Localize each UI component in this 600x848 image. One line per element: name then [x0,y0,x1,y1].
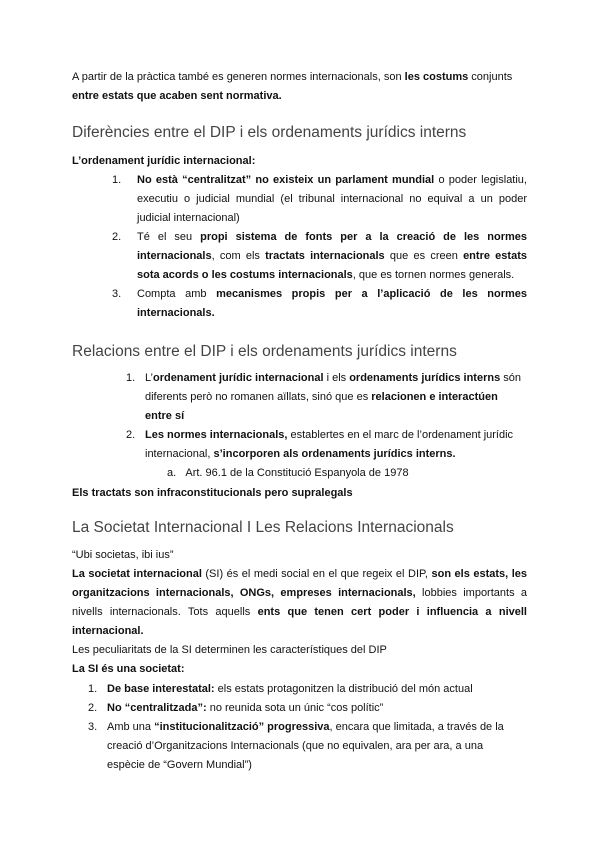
item-text: , que es tornen normes generals. [352,269,515,281]
item-text: no reunida sota un únic “cos polític” [206,702,384,714]
item-bold: relacionen e interactúen entre sí [145,391,498,422]
item-text: són diferents però no romanen aïllats, sinó que es [145,372,521,403]
intro-text-2: conjunts [468,71,513,83]
intro-paragraph [72,68,527,106]
sub-list-text: Art. 96.1 de la Constitució Espanyola de 1978 [185,467,409,479]
item-text: o poder legislatiu, executiu o judicial mundial (el tribunal internacional no equival a un poder judicial internacional) [137,174,527,224]
item-text: que es creen [384,250,464,262]
list-number: 3. [88,721,98,733]
para-bold: ents que tenen cert poder i influencia a nivell internacional. [72,606,527,637]
sub-list-item [167,464,409,483]
item-text: establertes en el marc de l’ordenament jurídic internacional, [145,429,514,460]
item-text: , encara que limitada, a través de la creació d’Organitzacions Internacionals (que no equivalen, ara per ara, a una espècie de “Govern Mundial”) [107,721,504,771]
section1-subheading: L’ordenament jurídic internacional: [72,155,256,167]
section2-list [126,369,527,464]
intro-bold-2: entre estats que acaben sent normativa. [72,90,282,102]
list-number: 1. [112,174,122,186]
peculiarities-line: Les peculiaritats de la SI determinen les característiques del DIP [72,644,387,656]
latin-quote: “Ubi societas, ibi ius” [72,549,174,561]
item-bold: tractats internacionals [265,250,385,262]
section2-closing: Els tractats son infraconstitucionals pero supralegals [72,487,353,499]
item-text: L’ [145,372,153,384]
list-number: 2. [88,702,98,714]
section1-list [112,171,527,323]
item-text: Té el seu [137,231,201,243]
intro-bold-1: les costums [404,71,469,83]
item-text: Amb una [107,721,155,733]
item-bold: ordenaments jurídics interns [349,372,501,384]
list-number: 3. [112,288,122,300]
section-heading-relations: Relacions entre el DIP i els ordenaments jurídics interns [72,343,457,360]
para-bold: son els estats, les organitzacions internacionals, ONGs, empreses internacionals, [72,568,527,599]
item-bold: entre estats sota acords o les costums internacionals [137,250,527,281]
item-bold: mecanismes propis per a l’aplicació de les normes internacionals. [137,288,527,319]
para-text: (SI) és el medi social en el que regeix el DIP, [201,568,432,580]
list-item [88,699,527,718]
list-item [88,680,527,699]
para-bold: La societat internacional [72,568,202,580]
list-number: 1. [126,372,136,384]
list-item [112,171,527,228]
item-bold: “institucionalització” progressiva [154,721,330,733]
intro-text-1: A partir de la pràctica també es generen normes internacionals, son [72,71,405,83]
item-bold: ordenament jurídic internacional [152,372,324,384]
item-text: Compta amb [137,288,217,300]
item-bold: No “centralitzada”: [107,702,207,714]
list-number: 2. [112,231,122,243]
item-text: i els [323,372,350,384]
item-text: , com els [211,250,266,262]
list-item [112,228,527,285]
item-text: els estats protagonitzen la distribució del món actual [214,683,473,695]
section-heading-society: La Societat Internacional I Les Relacions Internacionals [72,519,454,536]
section-heading-differences: Diferències entre el DIP i els ordenaments jurídics interns [72,124,467,141]
list-item [88,718,507,775]
item-bold: De base interestatal: [107,683,215,695]
list-number: 2. [126,429,136,441]
list-item [126,369,527,426]
para-text: lobbies importants a nivells internacionals. Tots aquells [72,587,527,618]
section3-subheading: La SI és una societat: [72,663,185,675]
item-bold: Les normes internacionals, [145,429,288,441]
item-bold: propi sistema de fonts per a la creació de les normes internacionals [137,231,527,262]
list-item [126,426,527,464]
society-paragraph [72,565,527,641]
list-item [112,285,527,323]
item-bold: No està “centralitzat” no existeix un parlament mundial [137,174,435,186]
item-bold: s’incorporen als ordenaments jurídics interns. [213,448,456,460]
sub-list-letter: a. [167,467,177,479]
section3-list [88,680,527,775]
list-number: 1. [88,683,98,695]
